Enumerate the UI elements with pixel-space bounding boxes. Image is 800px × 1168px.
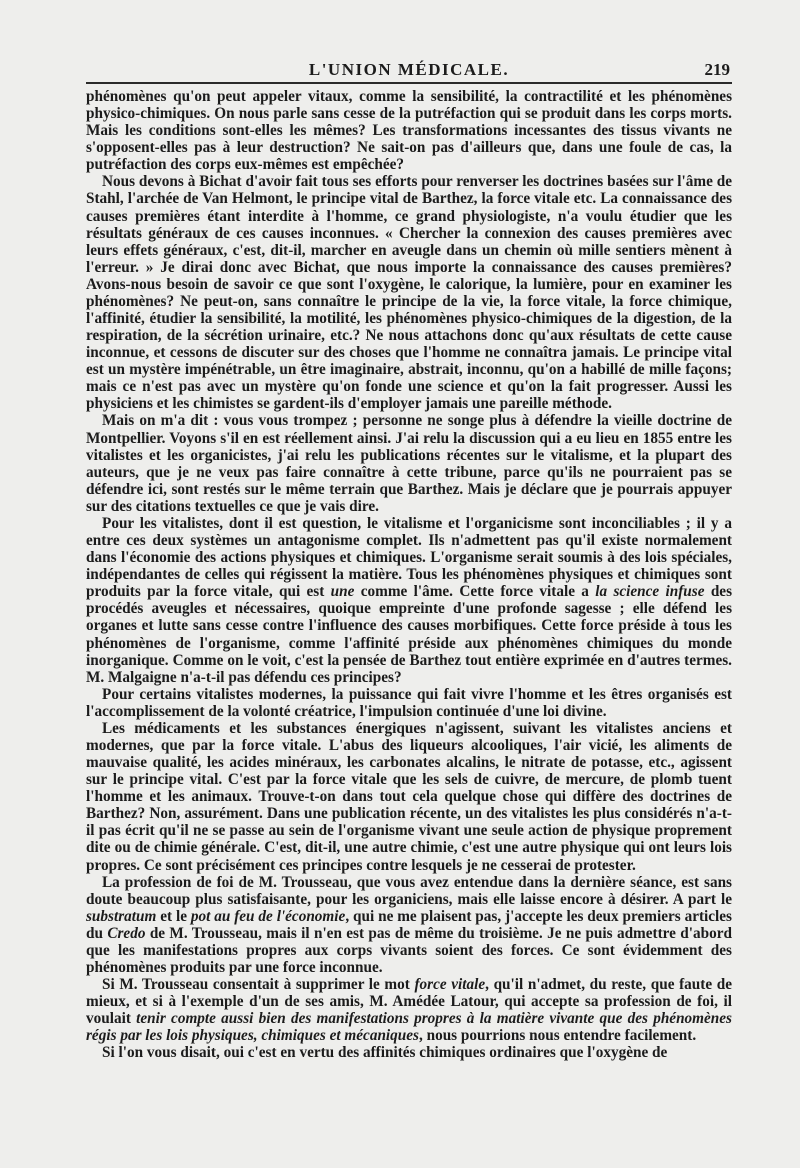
paragraph-2: Nous devons à Bichat d'avoir fait tous ses efforts pour renverser les doctrines basées sur l'âme de Stahl, l'archée de Van Helmont, le principe vital de Barthez, la force vitale etc. La connaissance des causes premières étant interdite à l'homme, ce grand physiologiste, n'a voulu étudier que les résultats généraux de ces causes inconnues. « Chercher la connexion des causes premières avec leurs effets généraux, c'est, dit-il, marcher en aveugle dans un chemin où mille sentiers mènent à l'erreur. » Je dirai donc avec Bichat, que nous importe la connaissance des causes premières? Avons-nous besoin de savoir ce que sont l'oxygène, le calorique, la lumière, pour en examiner les phénomènes? Ne peut-on, sans connaître le principe de la vie, la force vitale, la force chimique, l'affinité, étudier la sensibilité, la motilité, les phénomènes physico-chimiques de la digestion, de la respiration, de la sécrétion urinaire, etc.? Ne nous attachons donc qu'aux résultats de cette cause inconnue, et cessons de discuter sur des choses que l'homme ne connaîtra jamais. Le principe vital est un mystère impénétrable, un être imaginaire, abstrait, inconnu, qu'on a habillé de mille façons; mais ce n'est pas avec un mystère qu'on fonde une science et qu'on la fait progresser. Aussi les physiciens et les chimistes se gardent-ils d'employer jamais une pareille méthode. bbox=[86, 173, 732, 413]
paragraph-8-emphasis-2: tenir compte aussi bien des manifestations propres à la matière vivante que des phénomènes régis par les lois physiques, chimiques et mécaniques bbox=[86, 1010, 732, 1045]
paragraph-1: phénomènes qu'on peut appeler vitaux, comme la sensibilité, la contractilité et les phénomènes physico-chimiques. On nous parle sans cesse de la putréfaction qui se produit dans les corps morts. Mais les conditions sont-elles les mêmes? Les transformations incessantes des tissus vivants ne s'opposent-elles pas à leur destruction? Ne sait-on pas d'ailleurs que, dans une foule de cas, la putréfaction des corps eux-mêmes est empêchée? bbox=[86, 88, 732, 174]
paragraph-7-text-b: et le bbox=[156, 907, 191, 925]
paragraph-4-text-b: comme l'âme. Cette force vitale a bbox=[354, 583, 596, 601]
paragraph-6: Les médicaments et les substances énergiques n'agissent, suivant les vitalistes anciens et modernes, que par la force vitale. L'abus des liqueurs alcooliques, l'air vicié, les aliments de mauvaise qualité, les acides minéraux, les carbonates alcalins, le nitrate de potasse, etc., agissent sur le principe vital. C'est par la force vitale que les sels de cuivre, de mercure, de plomb tuent l'homme et les animaux. Trouve-t-on dans tout cela quelque chose qui diffère des doctrines de Barthez? Non, assurément. Dans une publication récente, un des vitalistes les plus considérés n'a-t-il pas écrit qu'il ne se passe au sein de l'organisme vivant une seule action de physique proprement dite ou de chimie générale. C'est, dit-il, une autre chimie, c'est une autre physique qui ont leurs lois propres. Ce sont précisément ces principes contre lesquels je ne cesserai de protester. bbox=[86, 719, 732, 874]
paragraph-4-emphasis-1: une bbox=[330, 583, 355, 601]
paragraph-9: Si l'on vous disait, oui c'est en vertu des affinités chimiques ordinaires que l'oxygène de bbox=[102, 1044, 668, 1062]
page-number: 219 bbox=[704, 60, 730, 79]
paragraph-4-emphasis-2: la science infuse bbox=[595, 583, 705, 601]
paragraph-8-text-c: , nous pourrions nous entendre facilement. bbox=[418, 1027, 697, 1045]
paragraph-7-text-a: La profession de foi de M. Trousseau, que vous avez entendue dans la dernière séance, est sans doute beaucoup plus satisfaisante, pour les organiciens, mais elle laisse encore à désirer. A part le bbox=[86, 873, 732, 908]
paragraph-5: Pour certains vitalistes modernes, la puissance qui fait vivre l'homme et les êtres organisés est l'accomplissement de la volonté créatrice, l'impulsion continuée d'une loi divine. bbox=[86, 685, 732, 720]
paragraph-8 bbox=[86, 976, 732, 1044]
paragraph-8-text-b: , qu'il n'admet, du reste, que faute de mieux, et si à l'exemple d'un de ses amis, M. Amédée Latour, qui accepte sa profession de foi, il voulait bbox=[86, 976, 732, 1028]
paragraph-4-text-a: Pour les vitalistes, dont il est question, le vitalisme et l'organicisme sont inconciliables ; il y a entre ces deux systèmes un antagonisme complet. Ils n'admettent pas qu'il existe normalement dans l'économie des actions physiques et chimiques. L'organisme serait soumis à des lois spéciales, indépendantes de celles qui régissent la matière. Tous les phénomènes physiques et chimiques sont produits par la force vitale, qui est bbox=[86, 514, 732, 601]
paragraph-4-text-c: des procédés aveugles et nécessaires, quoique empreinte d'une profonde sagesse ; elle défend les organes et lutte sans cesse contre l'influence des causes morbifiques. Cette force préside à tous les phénomènes de l'organisme, comme l'affinité préside aux phénomènes chimiques du monde inorganique. Comme on le voit, c'est la pensée de Barthez tout entière exprimée en d'autres termes. M. Malgaigne n'a-t-il pas défendu ces principes? bbox=[86, 583, 733, 686]
paragraph-8-text-a: Si M. Trousseau consentait à supprimer le mot bbox=[102, 976, 415, 994]
body-text bbox=[86, 88, 732, 1061]
running-title: L'UNION MÉDICALE. bbox=[308, 60, 510, 79]
page-header bbox=[86, 52, 732, 84]
paragraph-7-emphasis-1: substratum bbox=[86, 907, 157, 925]
paragraph-7-emphasis-2: pot au feu de l'économie bbox=[190, 907, 346, 925]
paragraph-7-emphasis-3: Credo bbox=[107, 924, 146, 942]
paragraph-7-text-c: , qui ne me plaisent pas, j'accepte les deux premiers articles du bbox=[86, 907, 732, 942]
paragraph-4 bbox=[86, 515, 732, 686]
paragraph-3: Mais on m'a dit : vous vous trompez ; personne ne songe plus à défendre la vieille doctrine de Montpellier. Voyons s'il en est réellement ainsi. J'ai relu la discussion qui a eu lieu en 1855 entre les vitalistes et les organicistes, j'ai relu les publications récentes sur le vitalisme, et la plupart des auteurs, que je ne veux pas faire connaître à cette tribune, parce qu'ils ne pourraient pas se défendre ici, sont restés sur le même terrain que Barthez. Mais je déclare que je pourrais appuyer sur des citations textuelles ce que je vais dire. bbox=[86, 412, 732, 515]
paragraph-7-text-d: de M. Trousseau, mais il n'en est pas de même du troisième. Je ne puis admettre d'abord que les manifestations propres aux corps vivants soient des forces. Ce sont évidemment des phénomènes produits par une force inconnue. bbox=[86, 924, 732, 976]
paragraph-8-emphasis-1: force vitale bbox=[414, 976, 486, 994]
paragraph-7 bbox=[86, 874, 732, 976]
